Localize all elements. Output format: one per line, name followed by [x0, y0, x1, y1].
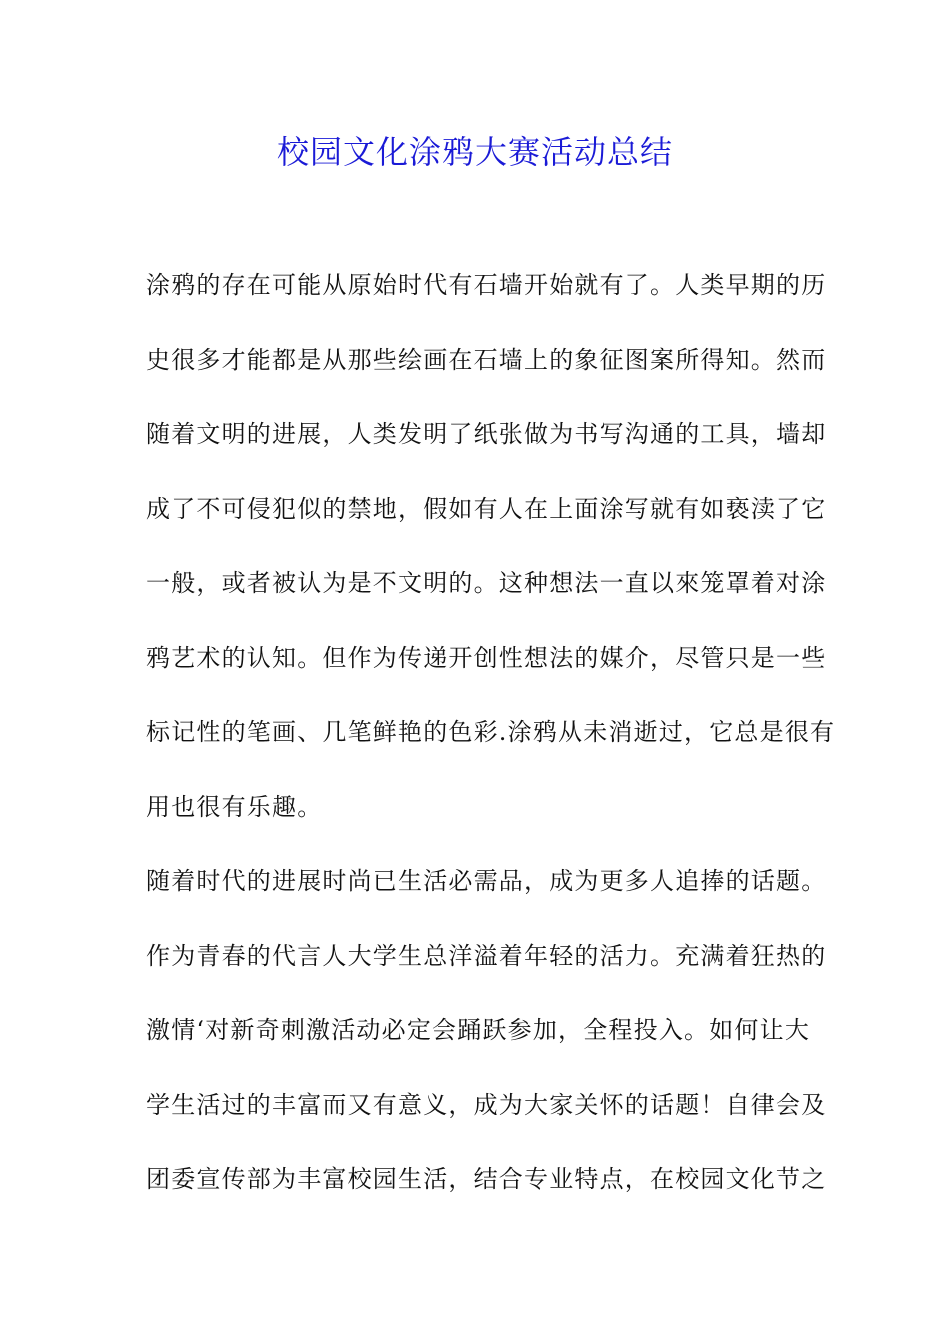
text-line: 史很多才能都是从那些绘画在石墙上的象征图案所得知。然而 — [146, 345, 827, 374]
paragraph-2 — [146, 858, 827, 1231]
text-line: 激情‘对新奇刺激活动必定会踊跃参加，全程投入。如何让大 — [146, 1016, 811, 1044]
text-line: 标记性的笔画、几笔鲜艳的色彩.涂鸦从未消逝过，它总是很有 — [146, 718, 836, 746]
text-line: 成了不可侵犯似的禁地，假如有人在上面涂写就有如亵渎了它 — [146, 494, 827, 523]
text-line: 随着时代的进展时尚已生活必需品，成为更多人追捧的话题。 — [146, 867, 827, 895]
paragraph-1 — [146, 262, 836, 858]
text-line: 团委宣传部为丰富校园生活，结合专业特点，在校园文化节之 — [146, 1165, 827, 1193]
text-line: 鸦艺术的认知。但作为传递开创性想法的媒介，尽管只是一些 — [146, 643, 827, 672]
text-line: 作为青春的代言人大学生总洋溢着年轻的活力。充满着狂热的 — [146, 941, 827, 970]
text-line: 学生活过的丰富而又有意义，成为大家关怀的话题！自律会及 — [146, 1090, 827, 1119]
document-body — [146, 262, 836, 1231]
text-line: 涂鸦的存在可能从原始时代有石墙开始就有了。人类早期的历 — [146, 271, 827, 299]
document-title: 校园文化涂鸦大赛活动总结 — [276, 133, 673, 171]
text-line: 随着文明的进展，人类发明了纸张做为书写沟通的工具，墙却 — [146, 420, 827, 448]
text-line: 一般，或者被认为是不文明的。这种想法一直以來笼罩着对涂 — [146, 569, 827, 597]
text-line: 用也很有乐趣。 — [146, 792, 323, 821]
